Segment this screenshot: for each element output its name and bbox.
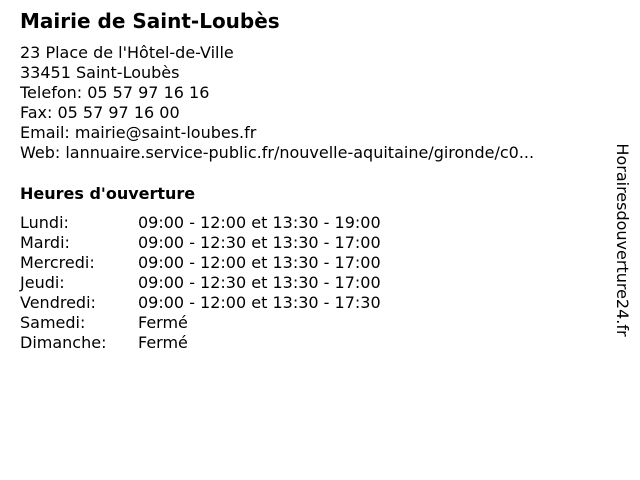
day-hours: 09:00 - 12:30 et 13:30 - 17:00 (138, 273, 381, 292)
day-label: Dimanche: (20, 333, 107, 352)
email-address: Email: mairie@saint-loubes.fr (20, 123, 257, 142)
day-label: Samedi: (20, 313, 86, 332)
day-hours: Fermé (138, 313, 188, 332)
day-hours: 09:00 - 12:00 et 13:30 - 17:00 (138, 253, 381, 272)
contact-info (20, 43, 534, 163)
day-label: Lundi: (20, 213, 69, 232)
phone-number: Telefon: 05 57 97 16 16 (20, 83, 210, 102)
day-hours: Fermé (138, 333, 188, 352)
address-line-1: 23 Place de l'Hôtel-de-Ville (20, 43, 234, 62)
day-hours: 09:00 - 12:00 et 13:30 - 19:00 (138, 213, 381, 232)
fax-number: Fax: 05 57 97 16 00 (20, 103, 180, 122)
page-title: Mairie de Saint-Loubès (20, 9, 280, 33)
day-label: Mercredi: (20, 253, 95, 272)
opening-hours-heading: Heures d'ouverture (20, 184, 196, 203)
site-watermark: Horairesdouverture24.fr (613, 143, 632, 337)
day-label: Mardi: (20, 233, 70, 252)
website-url: Web: lannuaire.service-public.fr/nouvelle-aquitaine/gironde/c0... (20, 143, 535, 162)
day-hours: 09:00 - 12:30 et 13:30 - 17:00 (138, 233, 381, 252)
address-line-2: 33451 Saint-Loubès (20, 63, 180, 82)
day-label: Jeudi: (20, 273, 65, 292)
day-label: Vendredi: (20, 293, 96, 312)
day-hours: 09:00 - 12:00 et 13:30 - 17:30 (138, 293, 381, 312)
